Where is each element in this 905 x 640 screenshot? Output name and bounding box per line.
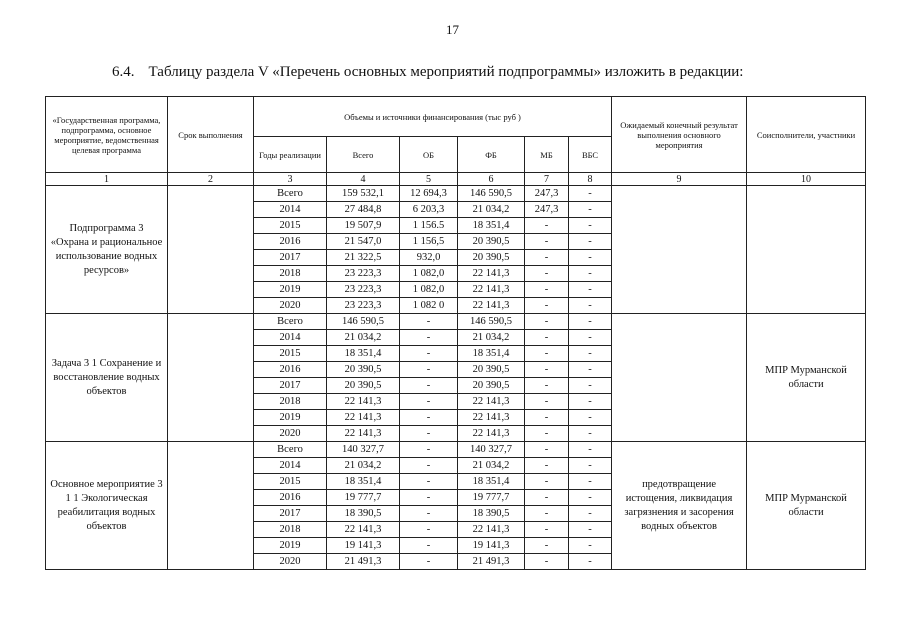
table-row: [46, 186, 866, 202]
row-vbs: -: [569, 554, 612, 570]
row-fb: 20 390,5: [458, 234, 525, 250]
row-total: 23 223,3: [327, 282, 400, 298]
row-vbs: -: [569, 426, 612, 442]
row-mb: -: [525, 346, 569, 362]
row-ob: -: [400, 410, 458, 426]
row-year: 2020: [254, 298, 327, 314]
row-year: 2014: [254, 202, 327, 218]
row-mb: 247,3: [525, 186, 569, 202]
row-ob: -: [400, 474, 458, 490]
row-year: 2014: [254, 458, 327, 474]
header-program: «Государственная программа, подпрограмма, основное мероприятие, ведомственная целевая программа: [46, 97, 168, 173]
row-mb: -: [525, 250, 569, 266]
row-total: 21 547,0: [327, 234, 400, 250]
row-year: 2017: [254, 378, 327, 394]
row-mb: -: [525, 442, 569, 458]
row-mb: -: [525, 538, 569, 554]
row-total: 22 141,3: [327, 522, 400, 538]
column-number: 5: [400, 173, 458, 186]
group-name: Основное мероприятие 3 1 1 Экологическая реабилитация водных объектов: [46, 442, 168, 570]
row-mb: -: [525, 234, 569, 250]
row-ob: -: [400, 442, 458, 458]
row-ob: 1 082,0: [400, 282, 458, 298]
row-year: 2016: [254, 234, 327, 250]
row-total: 19 507,9: [327, 218, 400, 234]
group-term: [168, 314, 254, 442]
row-vbs: -: [569, 186, 612, 202]
row-fb: 20 390,5: [458, 250, 525, 266]
row-vbs: -: [569, 490, 612, 506]
header-executors: Соисполнители, участники: [747, 97, 866, 173]
row-fb: 21 034,2: [458, 458, 525, 474]
table-row: [46, 314, 866, 330]
row-fb: 18 390,5: [458, 506, 525, 522]
row-year: 2017: [254, 250, 327, 266]
row-mb: -: [525, 554, 569, 570]
row-year: 2020: [254, 426, 327, 442]
row-mb: 247,3: [525, 202, 569, 218]
row-mb: -: [525, 490, 569, 506]
row-year: Всего: [254, 186, 327, 202]
row-fb: 22 141,3: [458, 282, 525, 298]
row-total: 21 034,2: [327, 458, 400, 474]
row-year: 2018: [254, 266, 327, 282]
row-fb: 19 777,7: [458, 490, 525, 506]
row-year: 2016: [254, 490, 327, 506]
group-executors: [747, 186, 866, 314]
row-total: 146 590,5: [327, 314, 400, 330]
row-total: 159 532,1: [327, 186, 400, 202]
row-fb: 22 141,3: [458, 298, 525, 314]
row-vbs: -: [569, 218, 612, 234]
row-ob: -: [400, 426, 458, 442]
row-total: 23 223,3: [327, 298, 400, 314]
row-ob: -: [400, 458, 458, 474]
row-year: 2014: [254, 330, 327, 346]
row-year: Всего: [254, 442, 327, 458]
row-ob: -: [400, 490, 458, 506]
row-total: 23 223,3: [327, 266, 400, 282]
table-row: [46, 442, 866, 458]
page-number: 17: [446, 22, 459, 37]
row-total: 19 141,3: [327, 538, 400, 554]
row-ob: -: [400, 378, 458, 394]
row-fb: 146 590,5: [458, 314, 525, 330]
row-vbs: -: [569, 234, 612, 250]
row-total: 20 390,5: [327, 362, 400, 378]
row-ob: 1 156,5: [400, 234, 458, 250]
row-year: 2019: [254, 538, 327, 554]
row-vbs: -: [569, 202, 612, 218]
row-vbs: -: [569, 394, 612, 410]
row-vbs: -: [569, 298, 612, 314]
row-mb: -: [525, 218, 569, 234]
row-mb: -: [525, 298, 569, 314]
row-fb: 20 390,5: [458, 362, 525, 378]
row-ob: 6 203,3: [400, 202, 458, 218]
row-year: 2020: [254, 554, 327, 570]
row-vbs: -: [569, 506, 612, 522]
row-mb: -: [525, 474, 569, 490]
header-funding: Объемы и источники финансирования (тыс руб ): [254, 97, 612, 137]
row-ob: 1 156.5: [400, 218, 458, 234]
row-vbs: -: [569, 346, 612, 362]
column-number-row: [46, 173, 866, 186]
row-vbs: -: [569, 250, 612, 266]
group-name: Подпрограмма 3 «Охрана и рациональное использование водных ресурсов»: [46, 186, 168, 314]
row-vbs: -: [569, 330, 612, 346]
header-mb: МБ: [525, 137, 569, 173]
row-year: 2015: [254, 346, 327, 362]
row-fb: 22 141,3: [458, 394, 525, 410]
row-vbs: -: [569, 458, 612, 474]
table-body: [46, 186, 866, 570]
group-term: [168, 186, 254, 314]
row-fb: 22 141,3: [458, 426, 525, 442]
row-ob: -: [400, 522, 458, 538]
row-year: 2019: [254, 410, 327, 426]
column-number: 9: [612, 173, 747, 186]
header-ob: ОБ: [400, 137, 458, 173]
row-total: 19 777,7: [327, 490, 400, 506]
row-vbs: -: [569, 522, 612, 538]
row-mb: -: [525, 394, 569, 410]
row-vbs: -: [569, 314, 612, 330]
row-total: 18 351,4: [327, 474, 400, 490]
row-fb: 22 141,3: [458, 522, 525, 538]
group-result: предотвращение истощения, ликвидация загрязнения и засорения водных объектов: [612, 442, 747, 570]
group-executors: МПР Мурманской области: [747, 442, 866, 570]
column-number: 2: [168, 173, 254, 186]
row-fb: 18 351,4: [458, 346, 525, 362]
column-number: 10: [747, 173, 866, 186]
header-result: Ожидаемый конечный результат выполнения основного мероприятия: [612, 97, 747, 173]
row-mb: -: [525, 330, 569, 346]
column-number: 7: [525, 173, 569, 186]
row-ob: -: [400, 314, 458, 330]
row-fb: 18 351,4: [458, 218, 525, 234]
row-fb: 19 141,3: [458, 538, 525, 554]
row-vbs: -: [569, 378, 612, 394]
row-mb: -: [525, 506, 569, 522]
group-executors: МПР Мурманской области: [747, 314, 866, 442]
row-ob: 12 694,3: [400, 186, 458, 202]
row-fb: 21 034,2: [458, 202, 525, 218]
header-total: Всего: [327, 137, 400, 173]
row-total: 21 322,5: [327, 250, 400, 266]
row-year: 2017: [254, 506, 327, 522]
column-number: 4: [327, 173, 400, 186]
row-ob: -: [400, 554, 458, 570]
group-name: Задача 3 1 Сохранение и восстановление водных объектов: [46, 314, 168, 442]
row-total: 18 390,5: [327, 506, 400, 522]
row-ob: -: [400, 394, 458, 410]
row-total: 21 034,2: [327, 330, 400, 346]
row-mb: -: [525, 426, 569, 442]
row-vbs: -: [569, 538, 612, 554]
row-total: 22 141,3: [327, 394, 400, 410]
group-result: [612, 186, 747, 314]
column-number: 3: [254, 173, 327, 186]
row-fb: 21 491,3: [458, 554, 525, 570]
measures-table: [45, 96, 866, 570]
row-mb: -: [525, 266, 569, 282]
header-vbs: ВБС: [569, 137, 612, 173]
row-year: 2018: [254, 522, 327, 538]
row-total: 20 390,5: [327, 378, 400, 394]
row-mb: -: [525, 458, 569, 474]
row-total: 140 327,7: [327, 442, 400, 458]
header-fb: ФБ: [458, 137, 525, 173]
section-heading: [112, 64, 743, 81]
row-vbs: -: [569, 474, 612, 490]
header-years: Годы реализации: [254, 137, 327, 173]
row-ob: 932,0: [400, 250, 458, 266]
column-number: 1: [46, 173, 168, 186]
row-year: 2015: [254, 474, 327, 490]
row-fb: 22 141,3: [458, 410, 525, 426]
row-ob: -: [400, 330, 458, 346]
group-term: [168, 442, 254, 570]
row-total: 18 351,4: [327, 346, 400, 362]
header-term: Срок выполнения: [168, 97, 254, 173]
row-vbs: -: [569, 442, 612, 458]
column-number: 6: [458, 173, 525, 186]
row-year: 2018: [254, 394, 327, 410]
row-mb: -: [525, 522, 569, 538]
row-fb: 18 351,4: [458, 474, 525, 490]
heading-number: 6.4.: [112, 64, 135, 80]
row-year: 2019: [254, 282, 327, 298]
row-vbs: -: [569, 362, 612, 378]
heading-text: Таблицу раздела V «Перечень основных мероприятий подпрограммы» изложить в редакции:: [148, 64, 744, 80]
row-ob: -: [400, 538, 458, 554]
row-total: 22 141,3: [327, 410, 400, 426]
row-total: 21 491,3: [327, 554, 400, 570]
row-mb: -: [525, 410, 569, 426]
row-ob: 1 082,0: [400, 266, 458, 282]
row-vbs: -: [569, 266, 612, 282]
row-fb: 140 327,7: [458, 442, 525, 458]
row-fb: 22 141,3: [458, 266, 525, 282]
row-vbs: -: [569, 282, 612, 298]
row-fb: 146 590,5: [458, 186, 525, 202]
column-number: 8: [569, 173, 612, 186]
row-fb: 20 390,5: [458, 378, 525, 394]
row-ob: -: [400, 362, 458, 378]
row-total: 27 484,8: [327, 202, 400, 218]
row-fb: 21 034,2: [458, 330, 525, 346]
row-mb: -: [525, 282, 569, 298]
row-ob: -: [400, 346, 458, 362]
row-total: 22 141,3: [327, 426, 400, 442]
group-result: [612, 314, 747, 442]
row-ob: 1 082 0: [400, 298, 458, 314]
row-vbs: -: [569, 410, 612, 426]
row-mb: -: [525, 314, 569, 330]
row-year: Всего: [254, 314, 327, 330]
row-ob: -: [400, 506, 458, 522]
row-mb: -: [525, 362, 569, 378]
row-year: 2016: [254, 362, 327, 378]
row-mb: -: [525, 378, 569, 394]
row-year: 2015: [254, 218, 327, 234]
